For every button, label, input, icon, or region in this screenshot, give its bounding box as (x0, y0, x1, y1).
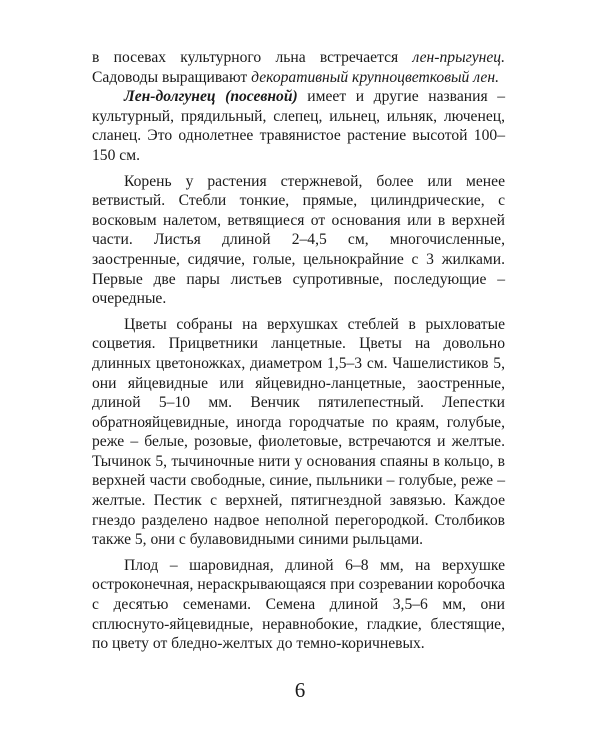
paragraph-len-dolgunec-text: имеет и другие названия – культурный, прядильный, слепец, ильнец, ильняк, люченец, сланец. Это однолетнее травянистое растение высотой 100–150 см. (92, 88, 505, 164)
paragraph-root-stem: Корень у растения стержневой, более или менее ветвистый. Стебли тонкие, прямые, цилиндрические, с восковым налетом, ветвящиеся от основания или в верхней части. Листья длиной 2–4,5 см, многочисленные, заостренные, сидячие, голые, цельнокрайние с 3 жилками. Первые две пары листьев супротивные, последующие – очередные. (92, 172, 505, 308)
paragraph-continuation-text-2: Садоводы выращивают (92, 68, 252, 86)
paragraph-flowers: Цветы собраны на верхушках стеблей в рыхловатые соцветия. Прицветники ланцетные. Цветы на довольно длинных цветоножках, диаметром 1,5–3 см. Чашелистиков 5, они яйцевидные или яйцевидно-ланцетные, заостренные, длиной 5–10 мм. Венчик пятилепестный. Лепестки обратнояйцевидные, иногда городчатые по краям, голубые, реже – белые, розовые, фиолетовые, встречаются и желтые. Тычинок 5, тычиночные нити у основания спаяны в кольцо, в верхней части свободные, синие, пыльники – голубые, реже – желтые. Пестик с верхней, пятигнездной завязью. Каждое гнездо разделено надвое неполной перегородкой. Столбиков также 5, они с булавовидными синими рыльцами. (92, 315, 505, 549)
page-number: 6 (294, 678, 306, 702)
paragraph-len-dolgunec (92, 87, 505, 165)
paragraph-continuation (92, 48, 505, 87)
page-body (92, 48, 505, 654)
paragraph-fruit: Плод – шаровидная, длиной 6–8 мм, на верхушке остроконечная, нераскрывающаяся при созревании коробочка с десятью семенами. Семена длиной 3,5–6 мм, они сплюснуто-яйцевидные, неравнобокие, гладкие, блестящие, по цвету от бледно-желтых до темно-коричневых. (92, 556, 505, 653)
italic-term-len-prygunec: лен-прыгунец. (412, 49, 505, 66)
italic-term-decorative-flax: декоративный крупноцветковый лен. (251, 68, 499, 86)
paragraph-continuation-text: в посевах культурного льна встречается (92, 49, 413, 66)
bold-term-len-dolgunec: Лен-долгунец (посевной) (124, 88, 298, 106)
